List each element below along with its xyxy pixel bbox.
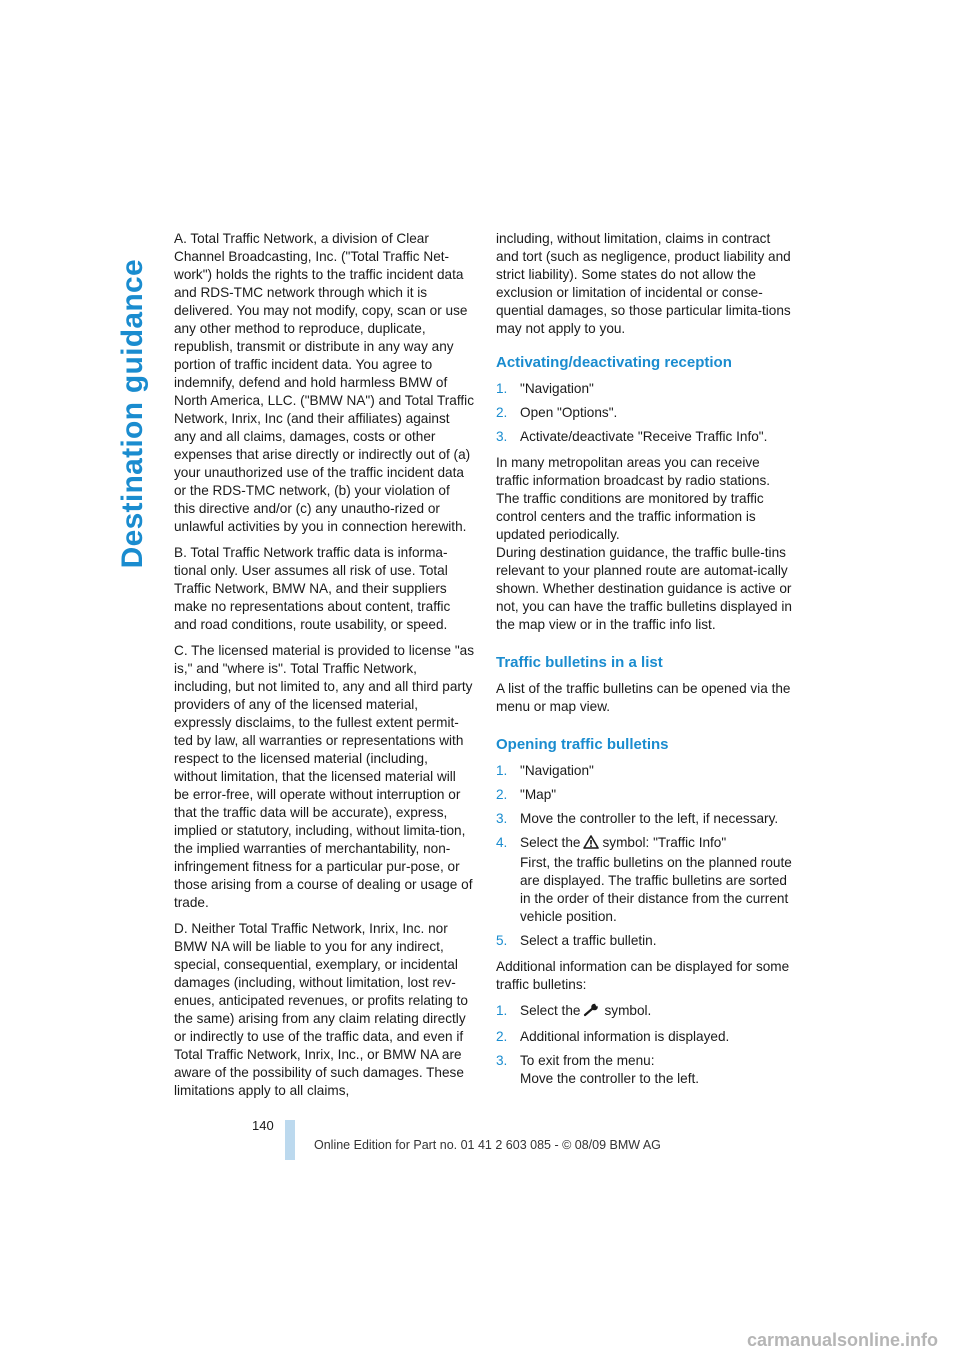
heading-opening-bulletins: Opening traffic bulletins [496, 736, 669, 753]
reception-paragraph-1: In many metropolitan areas you can receive traffic information broadcast by radio stations. The traffic conditions are monitored by traffic control centers and the traffic information is updated periodically. [496, 455, 771, 542]
step-text-before: Select the [520, 835, 581, 850]
step-number: 5. [496, 933, 508, 948]
heading-traffic-bulletins-list: Traffic bulletins in a list [496, 654, 663, 671]
step-detail: First, the traffic bulletins on the planned route are displayed. The traffic bulletins are sorted in the order of their distance from the current vehicle position. [520, 855, 792, 924]
list-item [496, 1052, 796, 1088]
step-text [520, 834, 796, 926]
step-text: Additional information is displayed. [520, 1029, 730, 1044]
list-item [496, 1028, 796, 1046]
paragraph-c: C. The licensed material is provided to license "as is," and "where is". Total Traffic Network, including, but not limited to, any and all third party providers of any of the licensed material, expressly disclaims, to the fullest extent permit-ted by law, all warranties or representations with respect to the licensed material (including, without limitation, that the licensed material will be error-free, will operate without interruption or that the traffic data will be accurate), express, implied or statutory, including, without limita-tion, the implied warranties of merchantability, non-infringement fitness for a particular pur-pose, or those arising from a course of dealing or usage of trade. [174, 643, 475, 910]
bulletins-list-paragraph: A list of the traffic bulletins can be opened via the menu or map view. [496, 681, 791, 714]
list-item [496, 404, 796, 422]
step-text: "Navigation" [520, 381, 594, 396]
step-text [520, 1052, 796, 1088]
step-number: 2. [496, 787, 508, 802]
step-number: 1. [496, 1003, 508, 1018]
step-number: 1. [496, 381, 508, 396]
step-detail: Move the controller to the left. [520, 1071, 700, 1086]
paragraph-b: B. Total Traffic Network traffic data is informa-tional only. User assumes all risk of use. Total Traffic Network, BMW NA, and their suppliers make no representations about content, traffic and road conditions, route usability, or speed. [174, 545, 451, 632]
step-number: 1. [496, 763, 508, 778]
step-text: Activate/deactivate "Receive Traffic Info". [520, 429, 768, 444]
step-number: 2. [496, 1029, 508, 1044]
step-number: 3. [496, 811, 508, 826]
opening-steps [496, 762, 796, 950]
step-text: "Navigation" [520, 763, 594, 778]
list-item [496, 786, 796, 804]
list-item [496, 1002, 796, 1022]
step-text [520, 1002, 796, 1022]
heading-activating-reception: Activating/deactivating reception [496, 354, 732, 371]
list-item [496, 380, 796, 398]
wrench-icon [583, 1003, 601, 1022]
step-number: 3. [496, 429, 508, 444]
additional-info-paragraph: Additional information can be displayed for some traffic bulletins: [496, 959, 790, 992]
warning-triangle-icon [583, 835, 599, 854]
section-sidebar-title [110, 28, 156, 568]
step-text-main: To exit from the menu: [520, 1053, 655, 1068]
list-item [496, 762, 796, 780]
list-item [496, 932, 796, 950]
step-text-after: symbol. [604, 1003, 652, 1018]
step-text: "Map" [520, 787, 557, 802]
step-text: Select a traffic bulletin. [520, 933, 657, 948]
step-text: Open "Options". [520, 405, 618, 420]
footer-accent-bar [285, 1120, 295, 1160]
footer-edition-text: Online Edition for Part no. 01 41 2 603 085 - © 08/09 BMW AG [314, 1138, 661, 1152]
reception-steps [496, 380, 796, 446]
list-item [496, 428, 796, 446]
step-text: Move the controller to the left, if necessary. [520, 811, 779, 826]
page-number: 140 [252, 1118, 274, 1133]
intro-paragraph: including, without limitation, claims in contract and tort (such as negligence, product liability and strict liability). Some states do not allow the exclusion or limitation of incidental or conse-quential damages, so those particular limita-tions may not apply to you. [496, 231, 791, 336]
sidebar-title-text: Destination guidance [116, 258, 149, 568]
step-number: 3. [496, 1053, 508, 1068]
step-number: 4. [496, 835, 508, 850]
step-text-after: symbol: "Traffic Info" [602, 835, 727, 850]
additional-info-steps [496, 1002, 796, 1088]
list-item [496, 834, 796, 926]
reception-paragraph-2: During destination guidance, the traffic bulle-tins relevant to your planned route are automat-ically shown. Whether destination guidance is active or not, you can have the traffic bulletins displayed in the map view or in the traffic info list. [496, 545, 792, 632]
paragraph-d: D. Neither Total Traffic Network, Inrix, Inc. nor BMW NA will be liable to you for any indirect, special, consequential, exemplary, or incidental damages (including, without limitation, lost rev-enues, anticipated revenues, or profits relating to the same) arising from any claim relating directly or indirectly to use of the traffic data, and even if Total Traffic Network, Inrix, Inc., or BMW NA are aware of the possibility of such damages. These limitations apply to all claims, [174, 921, 468, 1098]
right-column [496, 230, 796, 1096]
watermark: carmanualsonline.info [746, 1330, 938, 1350]
step-text-before: Select the [520, 1003, 581, 1018]
left-column [174, 230, 474, 1108]
list-item [496, 810, 796, 828]
paragraph-a: A. Total Traffic Network, a division of Clear Channel Broadcasting, Inc. ("Total Traffic Net-work") holds the rights to the traffic incident data and RDS-TMC network through which it is delivered. You may not modify, copy, scan or use any other method to reproduce, duplicate, republish, transmit or distribute in any way any portion of traffic incident data. You agree to indemnify, defend and hold harmless BMW of North America, LLC. ("BMW NA") and Total Traffic Network, Inrix, Inc (and their affiliates) against any and all claims, damages, costs or other expenses that arise directly or indirectly out of (a) your unauthorized use of the traffic incident data or the RDS-TMC network, (b) your violation of this directive and/or (c) any unautho-rized or unlawful activities by you in connection herewith. [174, 231, 474, 534]
step-number: 2. [496, 405, 508, 420]
